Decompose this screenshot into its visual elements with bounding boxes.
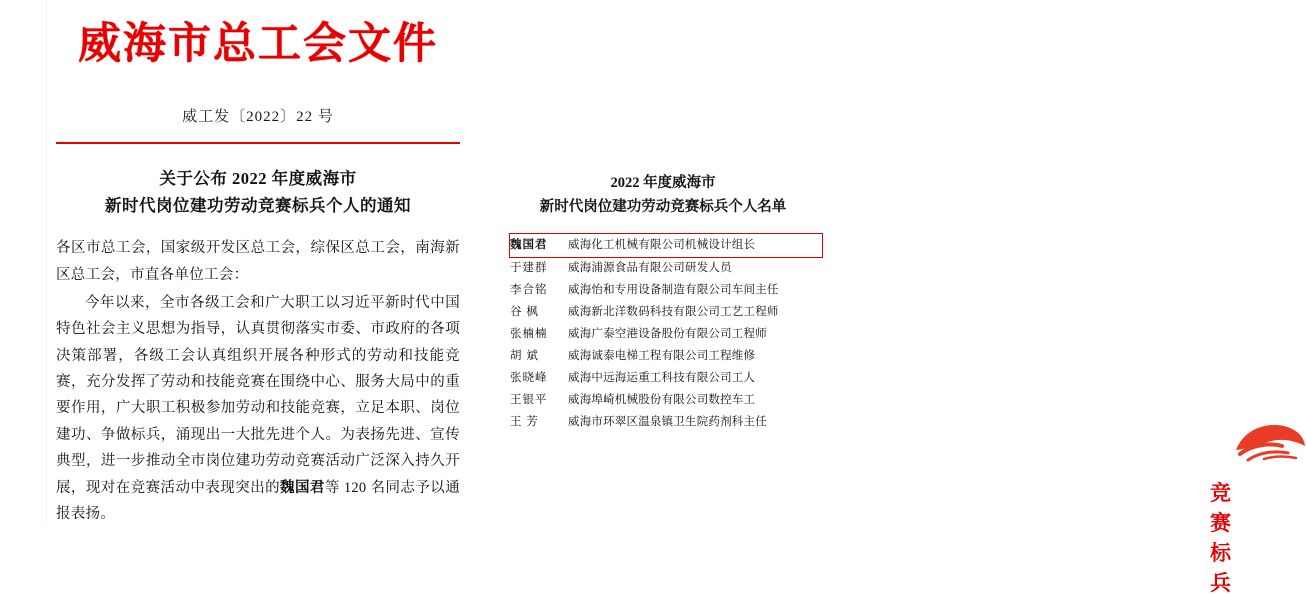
list-item-name: 胡 斌 xyxy=(510,349,539,362)
table-row xyxy=(510,411,822,433)
document-subject-heading xyxy=(48,166,468,219)
list-item-name: 张楠楠 xyxy=(510,327,548,340)
list-item-org: 威海市环翠区温泉镇卫生院药剂科主任 xyxy=(568,415,767,428)
list-item-org: 威海广泰空港设备股份有限公司工程师 xyxy=(568,327,767,340)
table-row xyxy=(510,257,822,279)
document-paragraph-main: 今年以来，全市各级工会和广大职工以习近平新时代中国特色社会主义思想为指导，认真贯彻落实市委、市政府的各项决策部署，各级工会认真组织开展各种形式的劳动和技能竞赛，充分发挥了劳动和技能竞赛在围绕中心、服务大局中的重要作用，广大职工积极参加劳动和技能竞赛，立足本职、岗位建功、争做标兵，涌现出一大批先进个人。为表扬先进、宣传典型，进一步推动全市岗位建功劳动竞赛活动广泛深入持久开展，现对在竞赛活动中表现突出的魏国君等 120 名同志予以通报表扬。 xyxy=(56,294,460,522)
list-item-org: 威海诚泰电梯工程有限公司工程维修 xyxy=(568,349,756,362)
name-list-title-line-2: 新时代岗位建功劳动竞赛标兵个人名单 xyxy=(539,198,787,215)
list-item-org: 威海怡和专用设备制造有限公司车间主任 xyxy=(568,283,779,296)
table-row xyxy=(510,323,822,345)
list-item-name: 王 芳 xyxy=(510,415,539,428)
list-item-org: 威海浦源食品有限公司研发人员 xyxy=(568,261,732,274)
document-body xyxy=(56,235,460,527)
document-masthead-area xyxy=(48,0,468,126)
table-row xyxy=(510,389,822,411)
list-item-org: 威海埠崎机械股份有限公司数控车工 xyxy=(568,393,756,406)
list-item-name: 谷 枫 xyxy=(510,305,539,318)
table-row xyxy=(510,279,822,301)
document-page xyxy=(48,0,468,522)
name-list-title-line-1: 2022 年度威海市 xyxy=(610,175,716,191)
document-number: 威工发〔2022〕22 号 xyxy=(182,109,334,126)
list-item-name: 于建群 xyxy=(510,261,548,274)
list-item-name: 李合铭 xyxy=(510,283,548,296)
document-subject-line-1: 关于公布 2022 年度威海市 xyxy=(159,169,357,189)
list-item-name: 张晓峰 xyxy=(510,371,548,384)
list-item-org: 威海新北洋数码科技有限公司工艺工程师 xyxy=(568,305,779,318)
red-brush-stroke-icon xyxy=(1234,420,1306,462)
list-item-org: 威海中远海运重工科技有限公司工人 xyxy=(568,371,756,384)
stamp-caption: 竞赛标兵 xyxy=(1210,481,1232,595)
table-row xyxy=(510,367,822,389)
table-row xyxy=(510,345,822,367)
table-row xyxy=(510,234,822,257)
name-list-table xyxy=(510,234,822,433)
name-list-page xyxy=(498,0,1232,595)
list-item-org: 威海化工机械有限公司机械设计组长 xyxy=(568,238,756,251)
name-list-heading xyxy=(498,172,828,220)
document-paragraph-addressee: 各区市总工会，国家级开发区总工会，综保区总工会，南海新区总工会，市直各单位工会： xyxy=(56,240,460,283)
page-left-edge xyxy=(46,0,47,522)
document-subject-line-2: 新时代岗位建功劳动竞赛标兵个人的通知 xyxy=(105,195,411,215)
list-item-name: 魏国君 xyxy=(510,238,548,251)
list-item-name: 王银平 xyxy=(510,393,548,406)
highlighted-name: 魏国君 xyxy=(280,479,325,496)
red-divider-rule xyxy=(56,142,460,144)
table-row xyxy=(510,301,822,323)
document-masthead-title: 威海市总工会文件 xyxy=(78,21,438,68)
